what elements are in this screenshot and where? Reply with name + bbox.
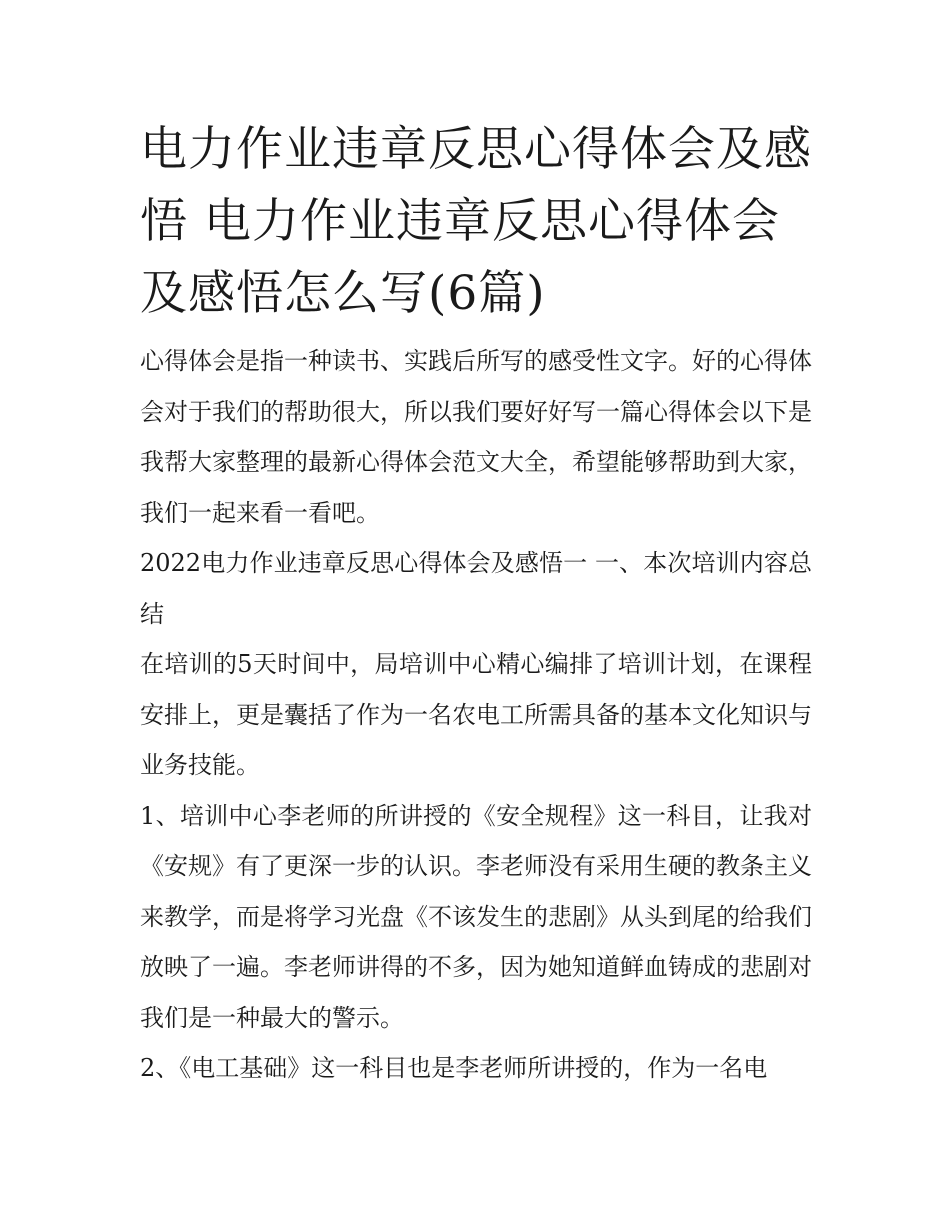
document-body: [140, 114, 812, 1094]
paragraph-safety-rules: 1、培训中心李老师的所讲授的《安全规程》这一科目，让我对《安规》有了更深一步的认识。李老师没有采用生硬的教条主义来教学，而是将学习光盘《不该发生的悲剧》从头到尾的给我们放映了一遍。李老师讲得的不多，因为她知道鲜血铸成的悲剧对我们是一种最大的警示。: [140, 801, 812, 1032]
document-title: 电力作业违章反思心得体会及感悟 电力作业违章反思心得体会及感悟怎么写(6篇): [140, 122, 812, 321]
paragraph-training-schedule: 在培训的5天时间中，局培训中心精心编排了培训计划，在课程安排上，更是囊括了作为一名农电工所需具备的基本文化知识与业务技能。: [140, 650, 812, 779]
paragraph-intro: 心得体会是指一种读书、实践后所写的感受性文字。好的心得体会对于我们的帮助很大，所以我们要好好写一篇心得体会以下是我帮大家整理的最新心得体会范文大全，希望能够帮助到大家，我们一起来看一看吧。: [140, 347, 812, 527]
paragraph-electrical-basics: 2、《电工基础》这一科目也是李老师所讲授的，作为一名电: [140, 1054, 768, 1082]
paragraph-section-heading: 2022电力作业违章反思心得体会及感悟一 一、本次培训内容总结: [140, 549, 812, 628]
